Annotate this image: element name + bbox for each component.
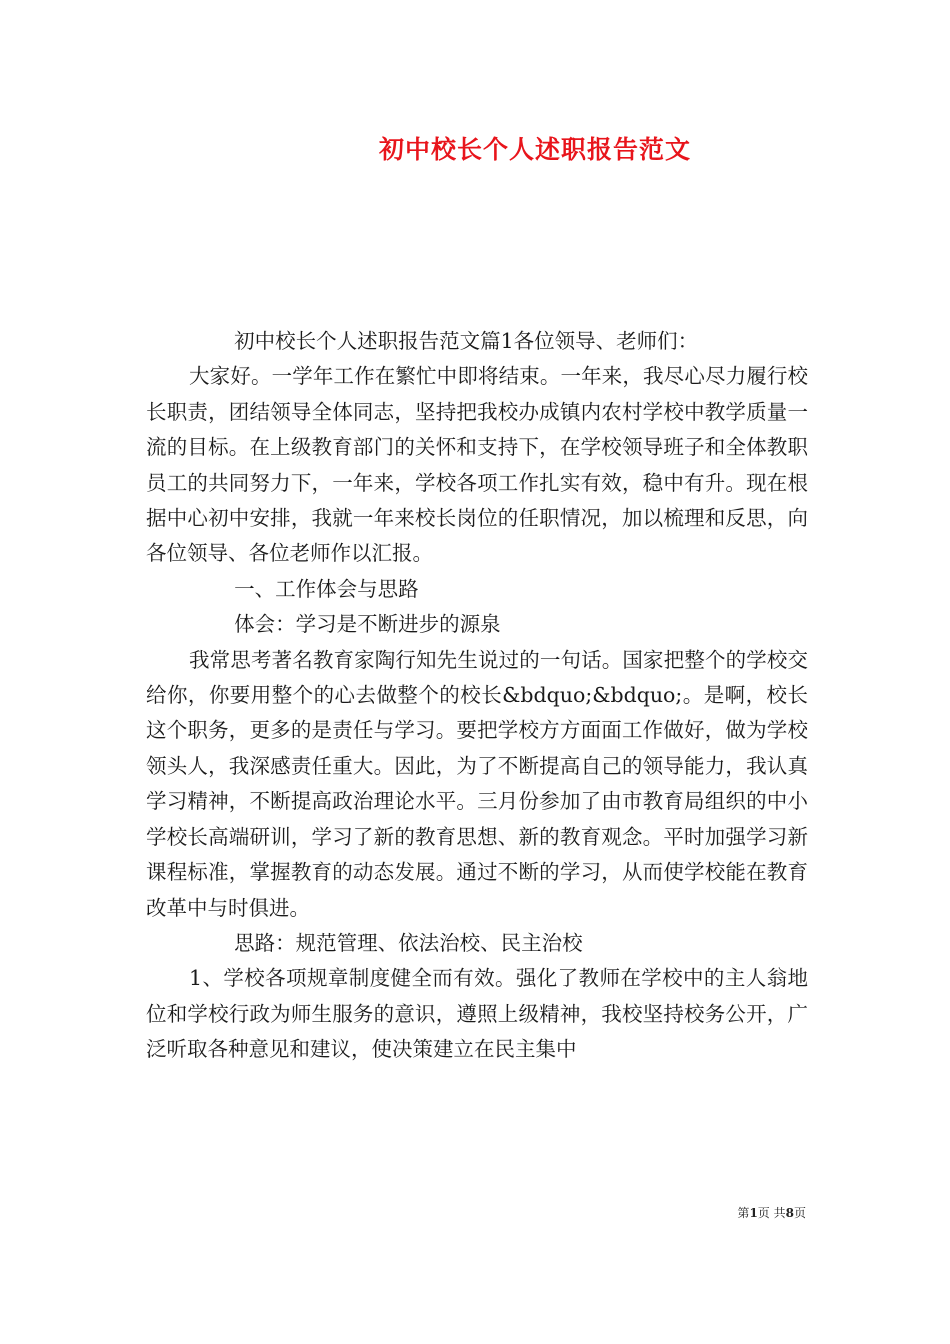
paragraph: 1、学校各项规章制度健全而有效。强化了教师在学校中的主人翁地位和学校行政为师生服务的意识，遵照上级精神，我校坚持校务公开，广泛听取各种意见和建议，使决策建立在民主集中 xyxy=(146,966,808,1062)
paragraph: 大家好。一学年工作在繁忙中即将结束。一年来，我尽心尽力履行校长职责，团结领导全体同志，坚持把我校办成镇内农村学校中教学质量一流的目标。在上级教育部门的关怀和支持下，在学校领导班子和全体教职员工的共同努力下，一年来，学校各项工作扎实有效，稳中有升。现在根据中心初中安排，我就一年来校长岗位的任职情况，加以梳理和反思，向各位领导、各位老师作以汇报。 xyxy=(146,364,808,566)
paragraph: 我常思考著名教育家陶行知先生说过的一句话。国家把整个的学校交给你，你要用整个的心去做整个的校长&bdquo;&bdquo;。是啊，校长这个职务，更多的是责任与学习。要把学校方方面面工作做好，做为学校领头人，我深感责任重大。因此，为了不断提高自己的领导能力，我认真学习精神，不断提高政治理论水平。三月份参加了由市教育局组织的中小学校长高端研训，学习了新的教育思想、新的教育观念。平时加强学习新课程标准，掌握教育的动态发展。通过不断的学习，从而使学校能在教育改革中与时俱进。 xyxy=(146,647,808,920)
footer-page-number: 1 xyxy=(749,1206,758,1220)
page-footer xyxy=(737,1204,806,1221)
footer-total-pages: 8 xyxy=(785,1206,794,1220)
paragraph-lead: 初中校长个人述职报告范文篇1各位领导、老师们： xyxy=(234,329,699,353)
document-title: 初中校长个人述职报告范文 xyxy=(378,135,691,164)
footer-prefix: 第 xyxy=(737,1206,750,1220)
footer-suffix: 页 xyxy=(793,1206,806,1220)
footer-middle: 页 共 xyxy=(757,1206,786,1220)
document-body xyxy=(146,324,808,1068)
subsection-heading: 思路：规范管理、依法治校、民主治校 xyxy=(234,930,583,955)
section-heading: 一、工作体会与思路 xyxy=(234,576,419,601)
subsection-heading: 体会：学习是不断进步的源泉 xyxy=(234,612,501,637)
